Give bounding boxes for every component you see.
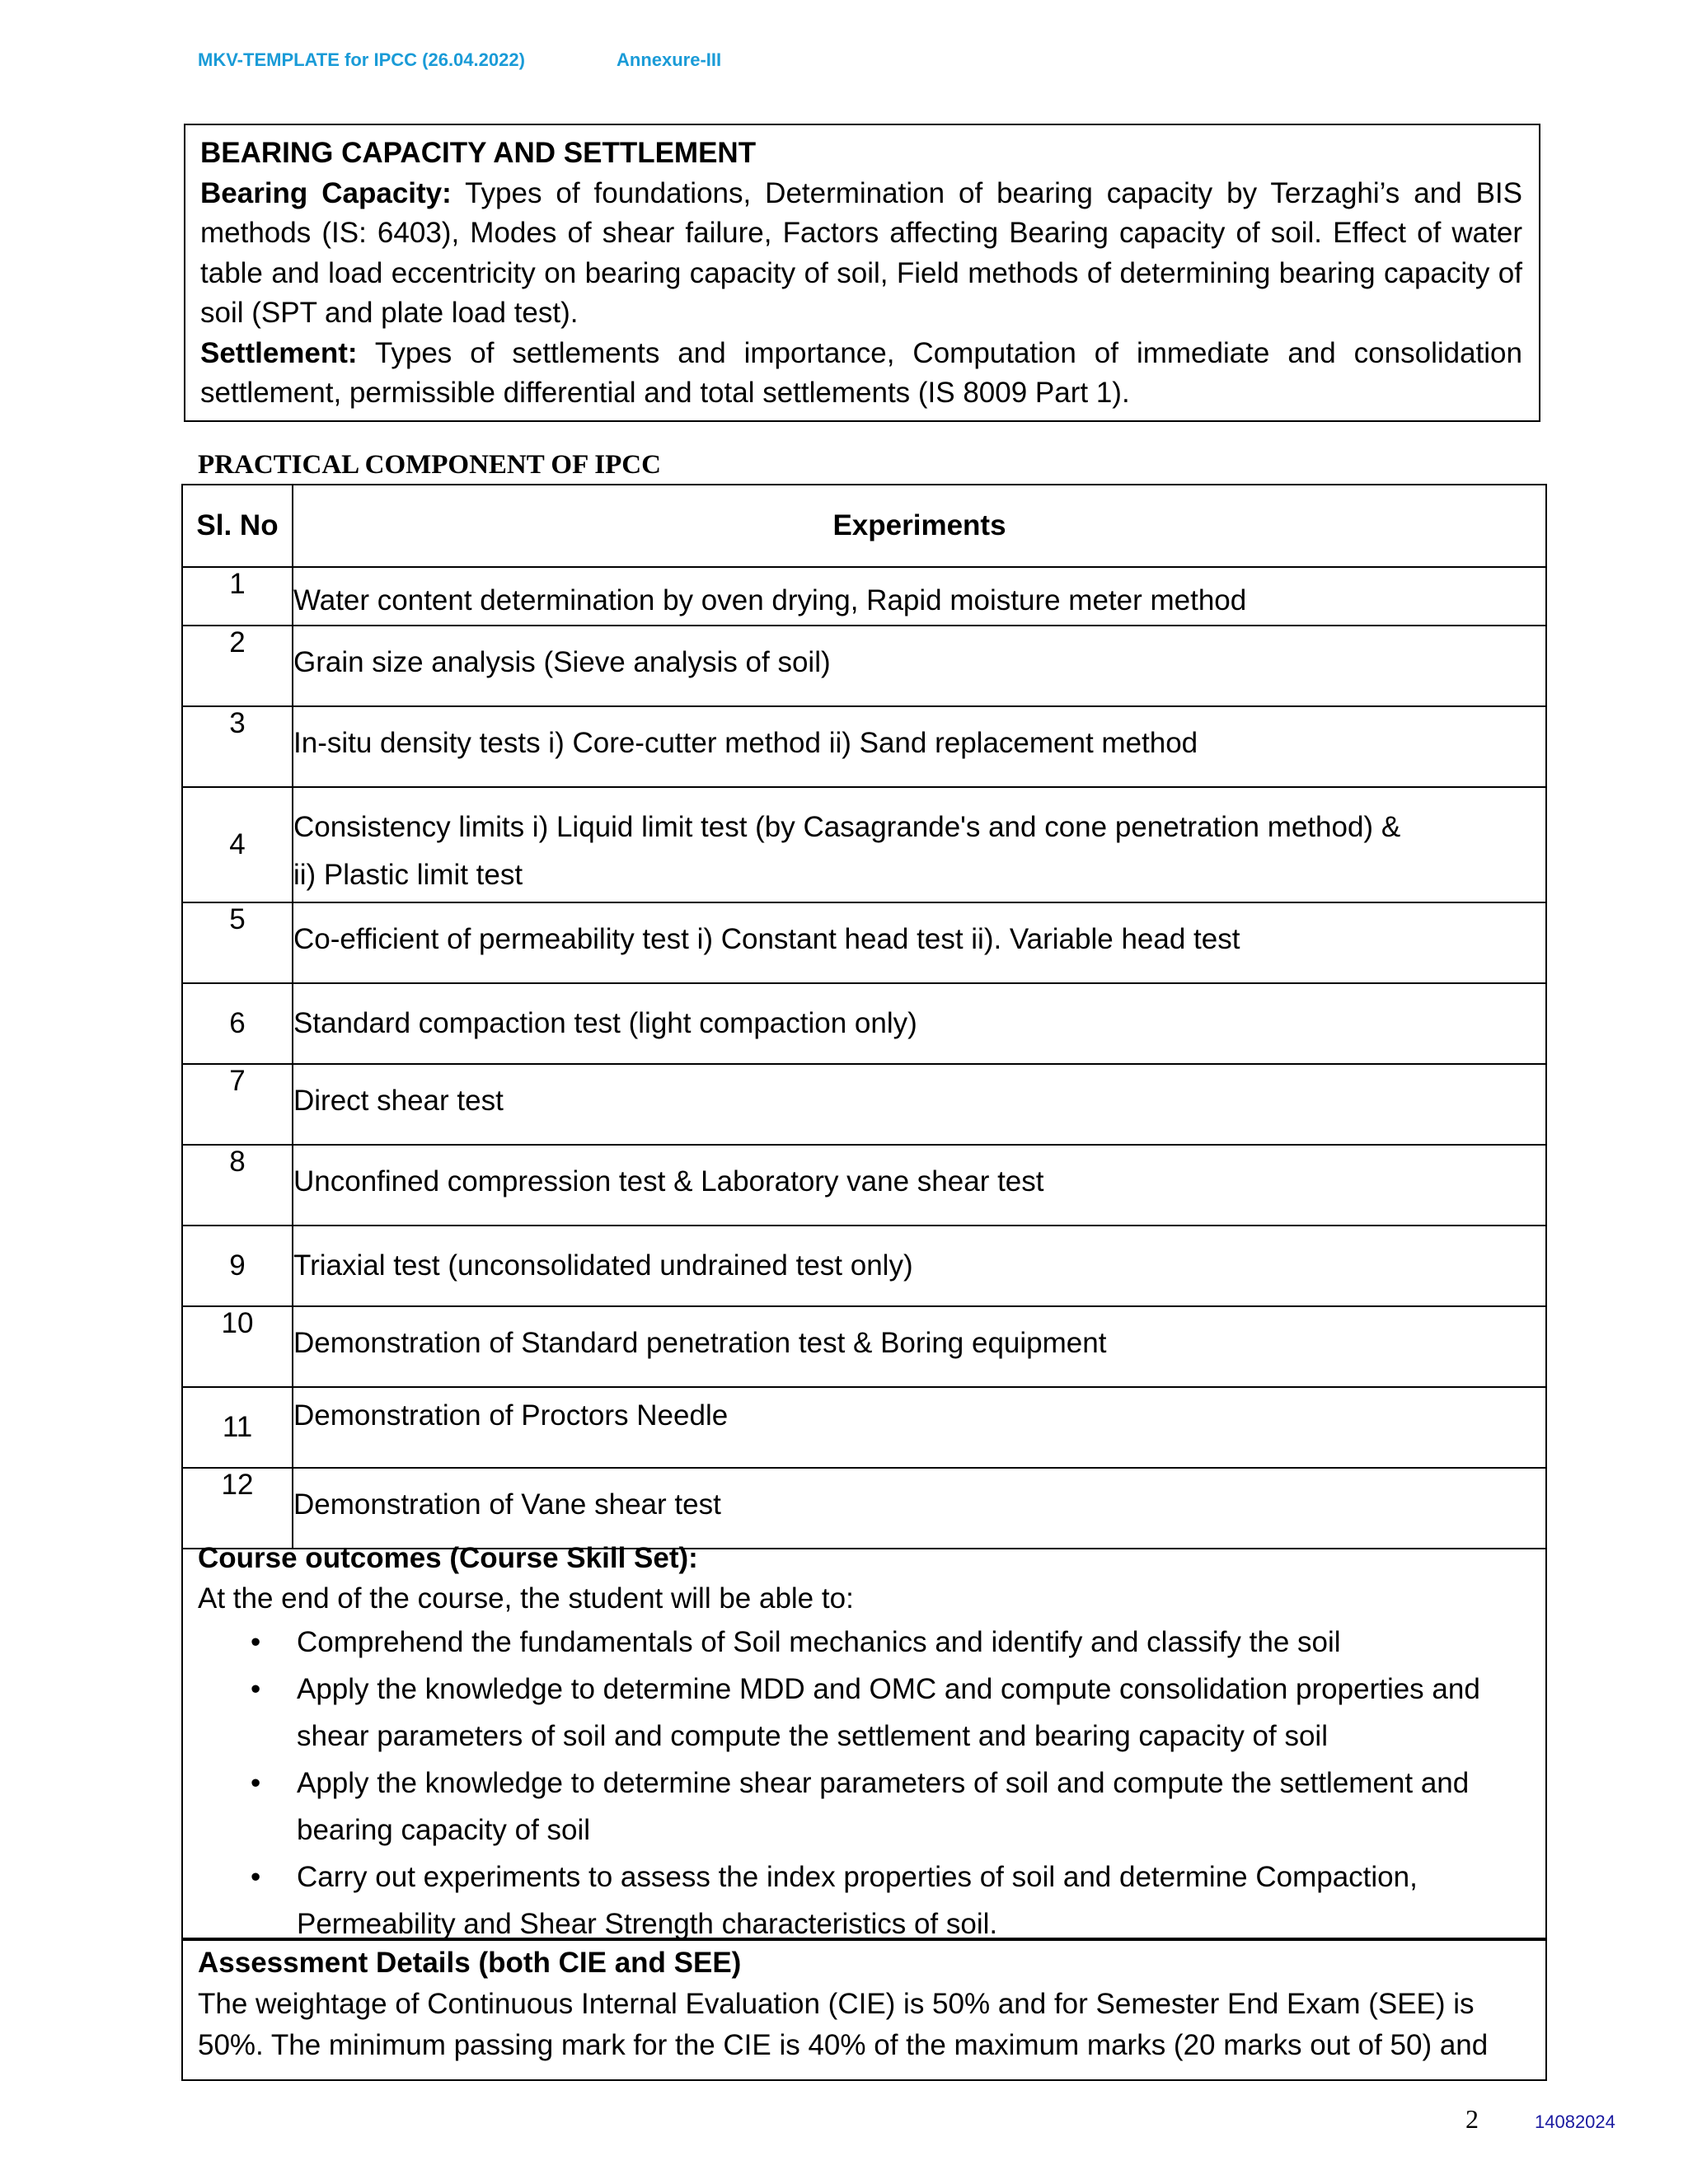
table-row [182, 1226, 1546, 1306]
table-row [182, 787, 1546, 902]
course-outcomes-section [181, 1531, 1547, 1939]
row-text [293, 567, 1546, 626]
bullet-icon: • [251, 1861, 261, 1893]
table-header-row [182, 485, 1546, 567]
row-text [293, 1387, 1546, 1468]
assessment-section [181, 1939, 1547, 2081]
row-text [293, 1306, 1546, 1387]
row-number: 1 [182, 567, 293, 626]
page-header [198, 49, 722, 71]
bearing-label: Bearing Capacity: [200, 176, 452, 209]
page-number: 2 [1465, 2104, 1479, 2134]
row-text-line: In-situ density tests i) Core-cutter method ii) Sand replacement method [293, 727, 1198, 759]
table-row [182, 567, 1546, 626]
row-text-line: Unconfined compression test & Laboratory vane shear test [293, 1165, 1044, 1197]
row-text-line: Direct shear test [293, 1085, 504, 1117]
table-row [182, 1064, 1546, 1145]
list-item [198, 1666, 1545, 1760]
module-title: BEARING CAPACITY AND SETTLEMENT [200, 137, 757, 169]
row-text [293, 983, 1546, 1064]
row-text-line-2: ii) Plastic limit test [293, 859, 523, 891]
row-text [293, 706, 1546, 787]
row-text [293, 626, 1546, 706]
bearing-paragraph [200, 174, 1522, 334]
outcome-text: Carry out experiments to assess the index properties of soil and determine Compaction, Permeability and Shear Strength characteristics of soil. [297, 1861, 1418, 1940]
row-number: 12 [182, 1468, 293, 1549]
settlement-text: Types of settlements and importance, Computation of immediate and consolidation settlement, permissible differential and total settlements (IS 8009 Part 1). [200, 336, 1522, 409]
col-slno-header: Sl. No [182, 485, 293, 567]
settlement-paragraph [200, 334, 1522, 414]
bullet-icon: • [251, 1767, 261, 1799]
row-number: 5 [182, 902, 293, 983]
row-text [293, 1145, 1546, 1226]
bearing-text: Types of foundations, Determination of bearing capacity by Terzaghi’s and BIS methods (IS: 6403), Modes of shear failure, Factors affecting Bearing capacity of soil. Effect of water table and load eccentricity on bearing capacity of soil, Field methods of determining bearing capacity of soil (SPT and plate load test). [200, 176, 1522, 329]
row-text-line: Consistency limits i) Liquid limit test (by Casagrande's and cone penetration method) & [293, 811, 1401, 843]
outcomes-list [198, 1619, 1545, 1947]
annexure-label: Annexure-III [617, 49, 722, 70]
row-number: 8 [182, 1145, 293, 1226]
row-number: 3 [182, 706, 293, 787]
outcomes-intro: At the end of the course, the student will be able to: [198, 1582, 854, 1615]
row-text-line: Standard compaction test (light compaction only) [293, 1007, 917, 1039]
row-text [293, 1226, 1546, 1306]
row-text-line: Demonstration of Standard penetration test & Boring equipment [293, 1327, 1107, 1359]
bullet-icon: • [251, 1626, 261, 1658]
table-row [182, 706, 1546, 787]
practical-title: PRACTICAL COMPONENT OF IPCC [198, 450, 661, 480]
row-text-line: Water content determination by oven drying, Rapid moisture meter method [293, 584, 1247, 616]
module-box [184, 124, 1540, 422]
template-label: MKV-TEMPLATE for IPCC (26.04.2022) [198, 49, 525, 70]
row-number: 9 [182, 1226, 293, 1306]
bullet-icon: • [251, 1673, 261, 1705]
row-number: 4 [182, 787, 293, 902]
list-item [198, 1760, 1545, 1854]
row-number: 2 [182, 626, 293, 706]
row-text [293, 1064, 1546, 1145]
table-row [182, 983, 1546, 1064]
outcome-text: Comprehend the fundamentals of Soil mechanics and identify and classify the soil [297, 1626, 1341, 1658]
table-row [182, 626, 1546, 706]
row-text-line: Demonstration of Proctors Needle [293, 1399, 729, 1432]
outcome-text: Apply the knowledge to determine shear parameters of soil and compute the settlement and bearing capacity of soil [297, 1767, 1470, 1846]
row-number: 7 [182, 1064, 293, 1145]
row-number: 10 [182, 1306, 293, 1387]
row-number: 6 [182, 983, 293, 1064]
table-row [182, 902, 1546, 983]
assessment-heading: Assessment Details (both CIE and SEE) [198, 1947, 742, 1979]
settlement-label: Settlement: [200, 336, 358, 369]
list-item [198, 1854, 1545, 1947]
outcomes-heading: Course outcomes (Course Skill Set): [198, 1542, 698, 1574]
experiments-table [181, 484, 1547, 1549]
table-row [182, 1145, 1546, 1226]
row-text-line: Grain size analysis (Sieve analysis of soil) [293, 646, 831, 678]
row-text-line: Demonstration of Vane shear test [293, 1488, 721, 1521]
row-number: 11 [182, 1387, 293, 1468]
table-row [182, 1387, 1546, 1468]
assessment-body: The weightage of Continuous Internal Evaluation (CIE) is 50% and for Semester End Exam (SEE) is 50%. The minimum passing mark for the CIE is 40% of the maximum marks (20 marks out of 50) and [198, 1988, 1489, 2061]
list-item [198, 1619, 1545, 1666]
row-text [293, 902, 1546, 983]
row-text [293, 787, 1546, 902]
table-row [182, 1306, 1546, 1387]
col-experiments-header: Experiments [293, 485, 1546, 567]
row-text-line: Co-efficient of permeability test i) Constant head test ii). Variable head test [293, 923, 1240, 955]
document-id: 14082024 [1535, 2111, 1615, 2132]
outcome-text: Apply the knowledge to determine MDD and OMC and compute consolidation properties and shear parameters of soil and compute the settlement and bearing capacity of soil [297, 1673, 1480, 1752]
row-text-line: Triaxial test (unconsolidated undrained test only) [293, 1249, 913, 1282]
